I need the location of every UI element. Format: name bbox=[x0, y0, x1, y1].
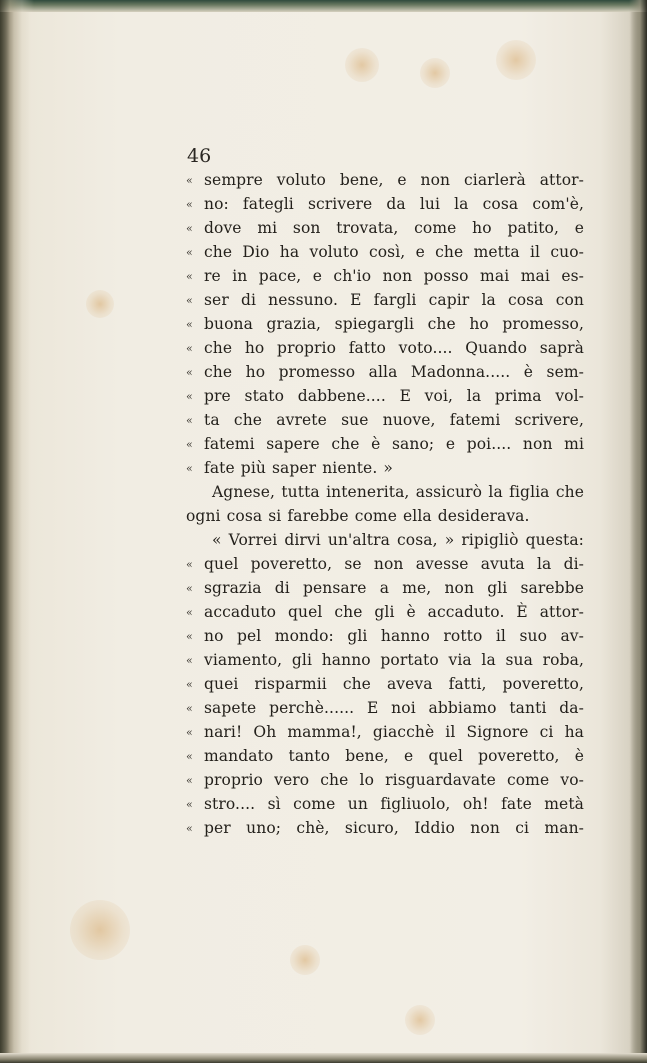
line-text: ser di nessuno. E fargli capir la cosa con bbox=[204, 291, 584, 309]
page-bottom-edge bbox=[0, 1053, 647, 1063]
text-line bbox=[186, 816, 586, 840]
quote-mark: « bbox=[186, 702, 193, 715]
text-line bbox=[186, 408, 586, 432]
line-text: quel poveretto, se non avesse avuta la di- bbox=[204, 555, 584, 573]
text-line bbox=[186, 576, 586, 600]
text-line bbox=[186, 216, 586, 240]
text-line bbox=[186, 168, 586, 192]
line-text: fatemi sapere che è sano; e poi.... non mi bbox=[204, 435, 584, 453]
foxing-spot bbox=[420, 58, 450, 88]
text-line bbox=[186, 360, 586, 384]
line-text: stro.... sì come un figliuolo, oh! fate metà bbox=[204, 795, 584, 813]
text-line bbox=[186, 720, 586, 744]
foxing-spot bbox=[345, 48, 379, 82]
foxing-spot bbox=[70, 900, 130, 960]
line-text: buona grazia, spiegargli che ho promesso, bbox=[204, 315, 584, 333]
page-gutter-shadow bbox=[0, 0, 34, 1063]
line-text: no pel mondo: gli hanno rotto il suo av- bbox=[204, 627, 584, 645]
quote-mark: « bbox=[186, 582, 193, 595]
line-text: « Vorrei dirvi un'altra cosa, » ripigliò questa: bbox=[212, 531, 584, 549]
foxing-spot bbox=[86, 290, 114, 318]
line-text: sempre voluto bene, e non ciarlerà attor- bbox=[204, 171, 584, 189]
text-line bbox=[186, 528, 586, 552]
quote-mark: « bbox=[186, 366, 193, 379]
foxing-spot bbox=[405, 1005, 435, 1035]
line-text: pre stato dabbene.... E voi, la prima vol- bbox=[204, 387, 584, 405]
text-line bbox=[186, 456, 586, 480]
text-line bbox=[186, 240, 586, 264]
text-line bbox=[186, 792, 586, 816]
text-line bbox=[186, 504, 586, 528]
text-line bbox=[186, 192, 586, 216]
text-line bbox=[186, 648, 586, 672]
text-line bbox=[186, 288, 586, 312]
quote-mark: « bbox=[186, 198, 193, 211]
line-text: sgrazia di pensare a me, non gli sarebbe bbox=[204, 579, 584, 597]
line-text: sapete perchè...... E noi abbiamo tanti da- bbox=[204, 699, 584, 717]
line-text: per uno; chè, sicuro, Iddio non ci man- bbox=[204, 819, 584, 837]
line-text: che Dio ha voluto così, e che metta il cuo- bbox=[204, 243, 584, 261]
text-line bbox=[186, 432, 586, 456]
quote-mark: « bbox=[186, 414, 193, 427]
quote-mark: « bbox=[186, 318, 193, 331]
line-text: proprio vero che lo risguardavate come vo- bbox=[204, 771, 584, 789]
foxing-spot bbox=[496, 40, 536, 80]
foxing-spot bbox=[290, 945, 320, 975]
quote-mark: « bbox=[186, 294, 193, 307]
line-text: re in pace, e ch'io non posso mai mai es- bbox=[204, 267, 584, 285]
quote-mark: « bbox=[186, 174, 193, 187]
line-text: quei risparmii che aveva fatti, poveretto, bbox=[204, 675, 584, 693]
line-text: ta che avrete sue nuove, fatemi scrivere, bbox=[204, 411, 584, 429]
text-line bbox=[186, 744, 586, 768]
page-text-body bbox=[186, 168, 586, 840]
line-text: fate più saper niente. » bbox=[204, 459, 393, 477]
quote-mark: « bbox=[186, 222, 193, 235]
text-line bbox=[186, 312, 586, 336]
quote-mark: « bbox=[186, 774, 193, 787]
line-text: Agnese, tutta intenerita, assicurò la figlia che bbox=[212, 483, 584, 501]
line-text: mandato tanto bene, e quel poveretto, è bbox=[204, 747, 584, 765]
quote-mark: « bbox=[186, 438, 193, 451]
text-line bbox=[186, 696, 586, 720]
quote-mark: « bbox=[186, 798, 193, 811]
text-line bbox=[186, 264, 586, 288]
text-line bbox=[186, 552, 586, 576]
page-top-edge bbox=[0, 0, 647, 12]
quote-mark: « bbox=[186, 270, 193, 283]
line-text: dove mi son trovata, come ho patito, e bbox=[204, 219, 584, 237]
text-line bbox=[186, 768, 586, 792]
text-line bbox=[186, 336, 586, 360]
line-text: viamento, gli hanno portato via la sua roba, bbox=[204, 651, 584, 669]
quote-mark: « bbox=[186, 750, 193, 763]
line-text: accaduto quel che gli è accaduto. È attor- bbox=[204, 603, 584, 621]
quote-mark: « bbox=[186, 678, 193, 691]
line-text: nari! Oh mamma!, giacchè il Signore ci ha bbox=[204, 723, 584, 741]
quote-mark: « bbox=[186, 606, 193, 619]
text-line bbox=[186, 624, 586, 648]
line-text: no: fategli scrivere da lui la cosa com'è, bbox=[204, 195, 584, 213]
quote-mark: « bbox=[186, 342, 193, 355]
quote-mark: « bbox=[186, 822, 193, 835]
quote-mark: « bbox=[186, 726, 193, 739]
text-line bbox=[186, 384, 586, 408]
text-line bbox=[186, 600, 586, 624]
quote-mark: « bbox=[186, 558, 193, 571]
page-number: 46 bbox=[187, 145, 212, 167]
text-line bbox=[186, 672, 586, 696]
quote-mark: « bbox=[186, 654, 193, 667]
line-text: che ho promesso alla Madonna..... è sem- bbox=[204, 363, 584, 381]
line-text: ogni cosa si farebbe come ella desiderava. bbox=[186, 507, 530, 525]
quote-mark: « bbox=[186, 462, 193, 475]
line-text: che ho proprio fatto voto.... Quando saprà bbox=[204, 339, 584, 357]
quote-mark: « bbox=[186, 390, 193, 403]
quote-mark: « bbox=[186, 630, 193, 643]
text-line bbox=[186, 480, 586, 504]
quote-mark: « bbox=[186, 246, 193, 259]
page-outer-edge bbox=[629, 0, 647, 1063]
